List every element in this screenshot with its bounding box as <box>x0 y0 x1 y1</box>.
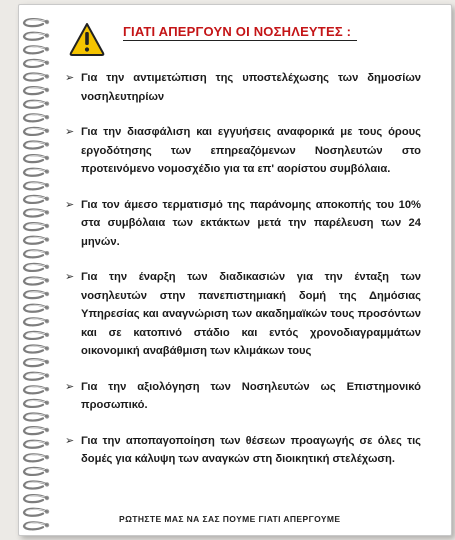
binding-ring <box>24 128 49 135</box>
binding-ring <box>24 509 49 516</box>
binding-ring <box>24 114 49 121</box>
list-item <box>63 123 421 179</box>
arrow-bullet-icon: ➢ <box>65 198 75 211</box>
binding-ring <box>24 386 49 393</box>
binding-ring <box>24 101 49 108</box>
binding-ring <box>24 196 49 203</box>
list-item-text: Για την έναρξη των διαδικασιών για την ένταξη των νοσηλευτών στην πανεπιστημιακή δομή της Δημόσιας Υπηρεσίας και αναγνώριση των ακαδημαϊκών τους προσόντων και σε κατοπινό στάδιο και εντός χρονοδιαγραμμάτων οικονομική αναβάθμιση των κλιμάκων τους <box>81 271 421 357</box>
binding-ring <box>24 522 49 529</box>
binding-ring <box>24 468 49 475</box>
list-item <box>63 432 421 469</box>
footer-text: ΡΩΤΗΣΤΕ ΜΑΣ ΝΑ ΣΑΣ ΠΟΥΜΕ ΓΙΑΤΙ ΑΠΕΡΓΟΥΜΕ <box>119 514 341 524</box>
binding-ring <box>24 482 49 489</box>
binding-ring <box>24 373 49 380</box>
reasons-list <box>63 69 421 486</box>
list-item <box>63 196 421 252</box>
page-title: ΓΙΑΤΙ ΑΠΕΡΓΟΥΝ ΟΙ ΝΟΣΗΛΕΥΤΕΣ : <box>123 24 352 39</box>
arrow-bullet-icon: ➢ <box>65 380 75 393</box>
binding-ring <box>24 250 49 257</box>
binding-ring <box>24 305 49 312</box>
binding-ring <box>24 264 49 271</box>
list-item <box>63 69 421 106</box>
binding-ring <box>24 74 49 81</box>
binding-ring <box>24 278 49 285</box>
binding-ring <box>24 332 49 339</box>
list-item-text: Για την αποπαγοποίηση των θέσεων προαγωγής σε όλες τις δομές για κάλυψη των αναγκών στη διοικητική στελέχωση. <box>81 434 421 465</box>
list-item-text: Για την αξιολόγηση των Νοσηλευτών ως Επιστημονικό προσωπικό. <box>81 380 421 411</box>
binding-ring <box>24 400 49 407</box>
binding-ring <box>24 182 49 189</box>
binding-ring <box>24 359 49 366</box>
binding-ring <box>24 495 49 502</box>
list-item <box>63 268 421 361</box>
binding-ring <box>24 210 49 217</box>
list-item-text: Για την αντιμετώπιση της υποστελέχωσης των δημοσίων νοσηλευτηρίων <box>81 72 421 103</box>
arrow-bullet-icon: ➢ <box>65 72 75 84</box>
binding-ring <box>24 60 49 67</box>
list-item-text: Για τον άμεσο τερματισμό της παράνομης αποκοπής του 10% στα συμβόλαια των εκτάκτων μετά την παρέλευση των 24 μηνών. <box>81 198 421 248</box>
binding-ring <box>24 155 49 162</box>
list-item <box>63 378 421 415</box>
notebook-page <box>18 4 452 536</box>
arrow-bullet-icon: ➢ <box>65 434 75 447</box>
binding-ring <box>24 142 49 149</box>
binding-ring <box>24 19 49 26</box>
binding-ring <box>24 441 49 448</box>
binding-ring <box>24 46 49 53</box>
binding-ring <box>24 223 49 230</box>
binding-ring <box>24 169 49 176</box>
binding-ring <box>24 237 49 244</box>
list-item-text: Για την διασφάλιση και εγγυήσεις αναφορικά με τους όρους εργοδότησης των επηρεαζόμενων Νοσηλευτών στο προτεινόμενο νομοσχέδιο για τα επ' αορίστου συμβόλαια. <box>81 126 421 175</box>
warning-triangle-icon <box>69 22 105 56</box>
arrow-bullet-icon: ➢ <box>65 126 75 138</box>
binding-ring <box>24 291 49 298</box>
binding-ring <box>24 427 49 434</box>
binding-ring <box>24 414 49 421</box>
binding-ring <box>24 318 49 325</box>
binding-ring <box>24 346 49 353</box>
title-underline <box>123 40 357 41</box>
spiral-binding <box>21 15 55 531</box>
binding-ring <box>24 87 49 94</box>
binding-ring <box>24 33 49 40</box>
binding-ring <box>24 454 49 461</box>
arrow-bullet-icon: ➢ <box>65 271 75 283</box>
